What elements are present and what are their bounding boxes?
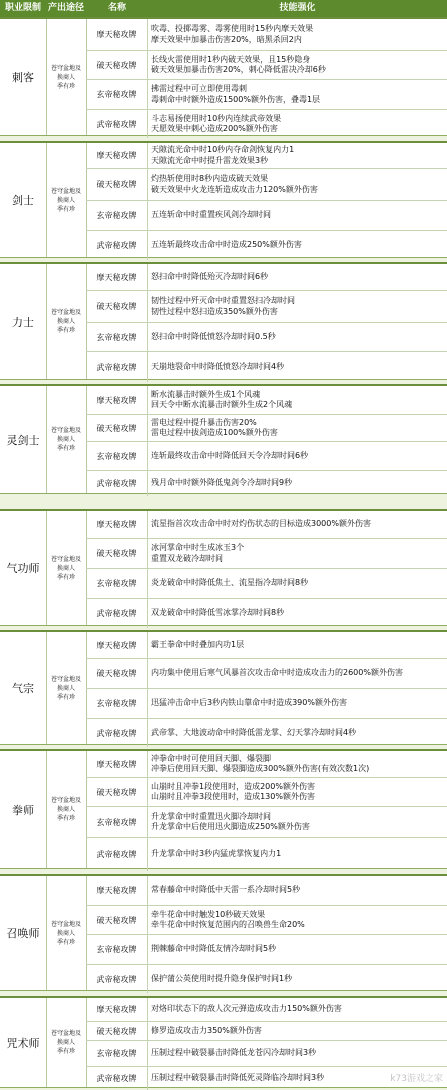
skill-text [148, 751, 445, 777]
skill-line: 毒刺命中时额外造成1500%额外伤害，叠毒1层 [151, 94, 321, 104]
table-row [86, 998, 447, 1022]
header-name: 名称 [107, 3, 126, 13]
skill-line: 升龙掌命中时重置迅火脚冷却时间 [151, 811, 271, 821]
skill-line: 断水流暴击时额外生成1个风魂 [151, 389, 261, 399]
table-row [86, 415, 447, 442]
skill-line: 山崩时且冲拳3段使用时，造成130%额外伤害 [151, 792, 315, 801]
card-name: 玄帝秘攻牌 [86, 935, 148, 964]
skill-line: 牵牛花命中时触发10秒破天效果 [151, 909, 266, 919]
card-name: 摩天秘攻牌 [86, 386, 148, 414]
skill-line: 双龙破命中时降低雪冰掌冷却时间8秒 [151, 608, 285, 618]
card-name: 摩天秘攻牌 [86, 632, 148, 658]
skill-line: 灼热斩使用时8秒内造成破天效果 [151, 174, 269, 183]
table-row [86, 838, 447, 871]
job-section [0, 630, 447, 745]
skill-text [148, 511, 445, 538]
source-cell [46, 876, 87, 990]
table-row [86, 231, 447, 260]
source-line: 苍穹盆地及 [50, 920, 81, 928]
skill-text [148, 143, 445, 168]
table-row [86, 386, 447, 415]
card-name: 破天秘攻牌 [86, 415, 148, 441]
skill-text [148, 906, 445, 934]
skill-line: 回天令中断水流暴击时额外生成2个风魂 [151, 400, 293, 409]
skill-text [148, 264, 445, 290]
skill-line: 五连斩命中时重置疾风剑冷却时间 [151, 210, 271, 220]
table-row [86, 659, 447, 689]
source-line: 苍穹盆地及 [50, 427, 81, 434]
job-section [0, 262, 447, 380]
skill-line: 韧性过程中怒扫造成350%额外伤害 [151, 306, 278, 316]
card-name: 破天秘攻牌 [86, 539, 148, 568]
skill-line: 冲拳后使用回天脚、爆裂脚造成300%额外伤害(有效次数1次) [151, 764, 370, 773]
card-name: 玄帝秘攻牌 [86, 807, 148, 837]
skill-line: 荆棘藤命中时降低友情冷却时间5秒 [151, 944, 277, 954]
job-section [0, 509, 447, 626]
skill-line: 升龙掌命中后使用迅火脚造成250%额外伤害 [151, 822, 310, 831]
table-row [86, 110, 447, 138]
card-name: 玄帝秘攻牌 [86, 569, 148, 598]
skill-line: 怒扫命中时降低殆灭冷却时间6秒 [151, 271, 269, 281]
skill-line: 流星指首次攻击命中时对灼伤状态的目标造成3000%额外伤害 [151, 519, 371, 529]
skill-text [148, 719, 445, 747]
skill-line: 破天效果中火龙连斩造成攻击力120%额外伤害 [151, 184, 318, 194]
skill-line: 炎龙破命中时降低焦土、流星指冷却时间8秒 [151, 578, 309, 588]
skill-text [148, 352, 445, 382]
job-name: 气功师 [0, 511, 47, 625]
table-row [86, 807, 447, 838]
source-line: 季有珍 [56, 205, 75, 213]
table-row [86, 876, 447, 906]
table-row [86, 632, 447, 659]
source-line: 季有珍 [56, 82, 75, 90]
skill-line: 残月命中时额外降低鬼剑令冷却时间9秒 [151, 478, 293, 488]
table-row [86, 352, 447, 382]
source-line: 换商人 [56, 1039, 75, 1046]
source-line: 换商人 [56, 73, 75, 81]
card-name: 玄帝秘攻牌 [86, 689, 148, 718]
source-line: 苍穹盆地及 [50, 555, 81, 563]
table-header [0, 0, 447, 17]
card-name: 玄帝秘攻牌 [86, 80, 148, 109]
card-name: 武帝秘攻牌 [86, 352, 148, 382]
card-name: 破天秘攻牌 [86, 169, 148, 200]
table-row [86, 906, 447, 935]
job-section [0, 874, 447, 991]
skill-text [148, 632, 445, 658]
skill-text [148, 19, 445, 50]
skill-text [148, 231, 445, 260]
table-row [86, 569, 447, 599]
source-line: 季有珍 [56, 938, 75, 946]
skill-line: 牵牛花命中时恢复范围内的召唤兽生命20% [151, 920, 305, 929]
job-name: 刺客 [0, 19, 47, 135]
skill-line: 破天效果加暴击伤害20%，刺心降低雷决冷却6秒 [151, 65, 326, 74]
table-row [86, 778, 447, 807]
skill-text [148, 1022, 445, 1040]
skill-text [148, 935, 445, 964]
skill-text [148, 1041, 445, 1066]
table-row [86, 51, 447, 80]
table-row [86, 1041, 447, 1067]
job-name: 拳师 [0, 751, 47, 868]
source-line: 换商人 [56, 318, 75, 325]
skill-text [148, 291, 445, 322]
skill-text [148, 838, 445, 871]
card-name: 玄帝秘攻牌 [86, 1041, 148, 1066]
card-name: 武帝秘攻牌 [86, 599, 148, 628]
skill-line: 天隙流光命中时提升雷龙效果3秒 [151, 155, 269, 165]
skill-line: 压制过程中破裂暴击时降低龙苍闪冷却时间3秒 [151, 1048, 317, 1058]
skill-text [148, 201, 445, 230]
table-row [86, 19, 447, 51]
card-name: 武帝秘攻牌 [86, 965, 148, 993]
skill-line: 天愿效果中刺心造成200%额外伤害 [151, 124, 278, 133]
skill-line: 山崩时且冲拳1段使用时，造成200%额外伤害 [151, 781, 315, 791]
source-line: 换商人 [56, 196, 75, 204]
job-section [0, 749, 447, 869]
job-name: 灵剑士 [0, 386, 47, 493]
skill-line: 斗志易扬使用时10秒内连续武帝效果 [151, 113, 282, 123]
card-name: 摩天秘攻牌 [86, 511, 148, 538]
skill-text [148, 965, 445, 993]
skill-line: 天隙流光命中时10秒内夺命剑恢复内力1 [151, 145, 295, 154]
watermark: k73游戏之家 [390, 1074, 443, 1084]
skill-text [148, 80, 445, 109]
source-line: 苍穹盆地及 [50, 309, 81, 316]
skill-line: 重置双龙破冷却时间 [151, 553, 223, 563]
skill-line: 修罗造成攻击力350%额外伤害 [151, 1025, 262, 1035]
table-row [86, 599, 447, 628]
card-name: 摩天秘攻牌 [86, 751, 148, 777]
source-line: 苍穹盆地及 [50, 187, 81, 195]
header-job: 职业限制 [4, 3, 41, 13]
job-section [0, 384, 447, 494]
card-name: 破天秘攻牌 [86, 778, 148, 806]
job-name: 召唤师 [0, 876, 47, 990]
source-line: 苍穹盆地及 [50, 675, 81, 683]
skill-text [148, 386, 445, 414]
card-name: 玄帝秘攻牌 [86, 442, 148, 470]
skill-text [148, 323, 445, 351]
card-name: 玄帝秘攻牌 [86, 201, 148, 230]
card-name: 破天秘攻牌 [86, 906, 148, 934]
source-line: 换商人 [56, 436, 75, 443]
header-source: 产出途径 [47, 3, 84, 13]
table-row [86, 201, 447, 231]
job-name: 剑士 [0, 143, 47, 257]
skill-text [148, 998, 445, 1021]
source-line: 季有珍 [56, 573, 75, 581]
skill-line: 对烙印状态下的敌人次元弹造成攻击力150%额外伤害 [151, 1004, 342, 1014]
table-row [86, 80, 447, 110]
source-line: 换商人 [56, 684, 75, 692]
card-name: 武帝秘攻牌 [86, 110, 148, 138]
card-name: 玄帝秘攻牌 [86, 323, 148, 351]
skill-line: 保护蒲公英使用时提升隐身保护时间1秒 [151, 973, 293, 983]
skill-line: 怒扫命中时降低愤怒冷却时间0.5秒 [151, 331, 276, 341]
skill-line: 冲拳命中时可使用回天脚、爆裂脚 [151, 753, 271, 763]
source-line: 苍穹盆地及 [50, 64, 81, 72]
table-row [86, 965, 447, 993]
source-line: 苍穹盆地及 [50, 797, 81, 804]
skill-text [148, 471, 445, 496]
skill-text [148, 659, 445, 688]
job-section [0, 996, 447, 1088]
skill-line: 霸王拳命中时叠加内功1层 [151, 639, 245, 649]
table-row [86, 291, 447, 323]
skill-line: 摩天效果中加暴击伤害20%，暗黑杀回2内 [151, 34, 302, 44]
table-row [86, 935, 447, 965]
skill-text [148, 569, 445, 598]
table-row [86, 1022, 447, 1041]
job-name: 气宗 [0, 632, 47, 744]
skill-text [148, 415, 445, 441]
card-name: 武帝秘攻牌 [86, 231, 148, 260]
table-row [86, 323, 447, 352]
table-row [86, 511, 447, 539]
skill-text [148, 778, 445, 806]
skill-line: 升龙掌命中时3秒内猛虎掌恢复内力1 [151, 849, 282, 859]
skill-line: 韧性过程中歼灭命中时重置怒扫冷却时间 [151, 296, 295, 305]
source-line: 换商人 [56, 929, 75, 937]
skill-text [148, 599, 445, 628]
skill-line: 常春藤命中时降低中天雷一系冷却时间5秒 [151, 885, 301, 895]
skill-text [148, 51, 445, 79]
skill-line: 雷电过程中提升暴击伤害20% [151, 417, 257, 427]
source-line: 季有珍 [56, 1048, 75, 1055]
source-cell [46, 264, 87, 379]
source-line: 换商人 [56, 806, 75, 813]
skill-text [148, 110, 445, 138]
card-name: 破天秘攻牌 [86, 291, 148, 322]
source-cell [46, 143, 87, 257]
card-name: 摩天秘攻牌 [86, 998, 148, 1021]
skill-line: 连斩最终攻击命中时降低回天令冷却时间6秒 [151, 450, 309, 460]
card-name: 武帝秘攻牌 [86, 719, 148, 747]
card-name: 武帝秘攻牌 [86, 1067, 148, 1090]
table-row [86, 264, 447, 291]
table-row [86, 539, 447, 569]
skill-line: 武帝掌、大地波动命中时降低雷龙掌、幻天掌冷却时间4秒 [151, 727, 357, 737]
skill-text [148, 689, 445, 718]
table-row [86, 143, 447, 169]
skill-line: 冰河掌命中时生成冰玉3个 [151, 543, 245, 552]
skill-line: 内功集中使用后寒气风暴首次攻击命中时造成攻击力的2600%额外伤害 [151, 668, 403, 678]
skill-line: 迅猛冲击命中后3秒内铁山靠命中时造成390%额外伤害 [151, 698, 347, 708]
skill-line: 五连斩最终攻击命中时造成250%额外伤害 [151, 240, 302, 250]
source-cell [46, 386, 87, 493]
skill-text [148, 539, 445, 568]
header-skill: 技能强化 [279, 3, 316, 13]
skill-line: 长线火雷使用时1秒内破天效果，且15秒隐身 [151, 54, 311, 64]
source-line: 季有珍 [56, 815, 75, 822]
skill-text [148, 169, 445, 200]
card-name: 武帝秘攻牌 [86, 838, 148, 871]
card-name: 武帝秘攻牌 [86, 471, 148, 496]
source-line: 季有珍 [56, 327, 75, 334]
source-cell [46, 998, 87, 1087]
source-cell [46, 511, 87, 625]
card-name: 摩天秘攻牌 [86, 143, 148, 168]
card-name: 摩天秘攻牌 [86, 264, 148, 290]
skill-text [148, 876, 445, 905]
table-row [86, 471, 447, 496]
card-name: 摩天秘攻牌 [86, 876, 148, 905]
source-cell [46, 751, 87, 868]
skill-text [148, 807, 445, 837]
job-name: 力士 [0, 264, 47, 379]
table-row [86, 169, 447, 201]
skill-line: 吹毒、投掷毒雾、毒雾使用时15秒内摩天效果 [151, 24, 314, 33]
card-name: 摩天秘攻牌 [86, 19, 148, 50]
source-line: 季有珍 [56, 445, 75, 452]
source-line: 换商人 [56, 564, 75, 572]
source-cell [46, 19, 87, 135]
skill-line: 天崩地裂命中时降低愤怒冷却时间4秒 [151, 361, 285, 371]
source-cell [46, 632, 87, 744]
job-name: 咒术师 [0, 998, 47, 1087]
table-row [86, 751, 447, 778]
table-row [86, 719, 447, 747]
source-line: 季有珍 [56, 693, 75, 701]
skill-text [148, 442, 445, 470]
card-name: 破天秘攻牌 [86, 1022, 148, 1040]
card-name: 破天秘攻牌 [86, 51, 148, 79]
skill-line: 拂雷过程中可立即使用毒刺 [151, 84, 247, 93]
job-section [0, 141, 447, 258]
source-line: 苍穹盆地及 [50, 1030, 81, 1037]
skill-line: 压制过程中破裂暴击时降低死灵降临冷却时间3秒 [151, 1073, 325, 1083]
skill-line: 雷电过程中拔剑造成100%额外伤害 [151, 428, 278, 437]
table-row [86, 442, 447, 471]
table-row [86, 689, 447, 719]
card-name: 破天秘攻牌 [86, 659, 148, 688]
job-section [0, 17, 447, 136]
